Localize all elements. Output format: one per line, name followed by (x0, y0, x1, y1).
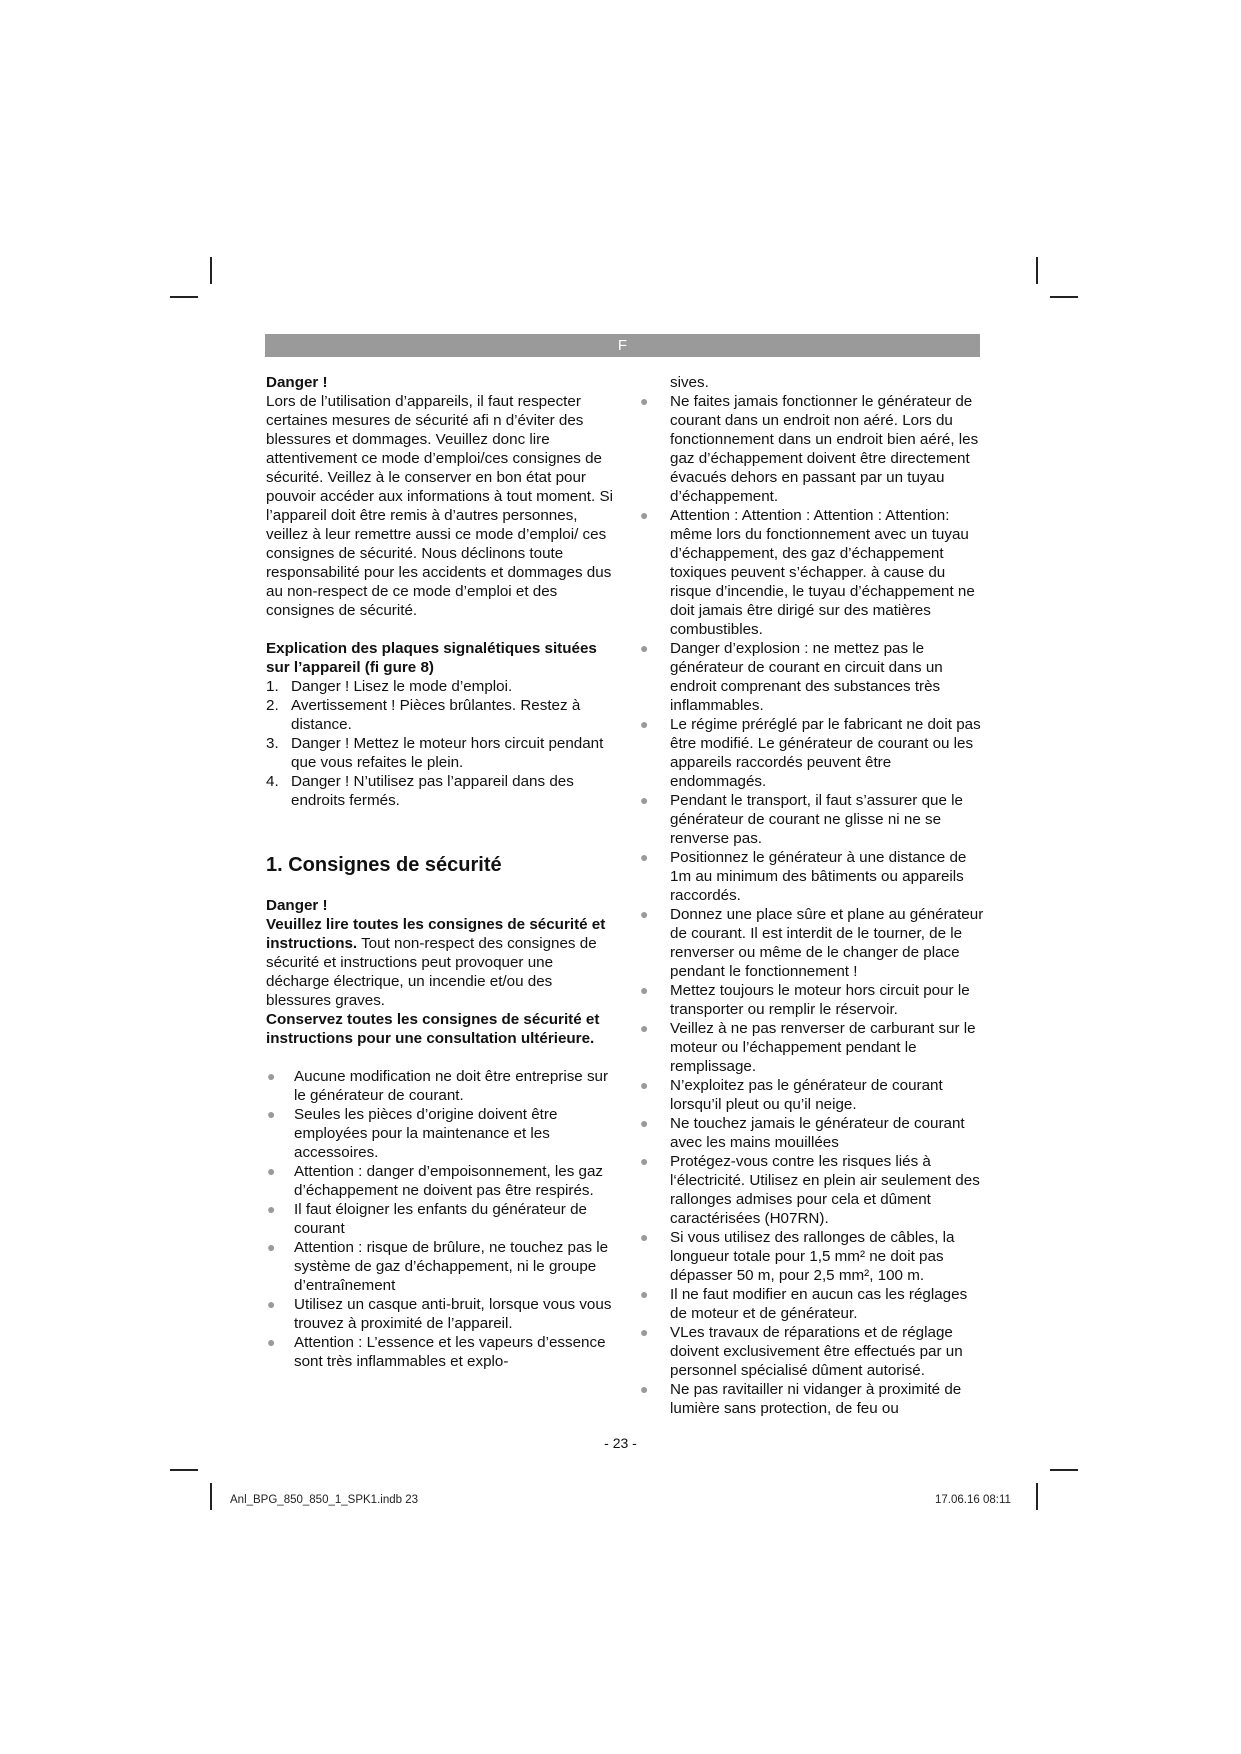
list-item: 1. Danger ! Lisez le mode d’emploi. (266, 678, 513, 695)
numbered-list (266, 677, 616, 810)
footer-datetime: 17.06.16 08:11 (935, 1494, 1011, 1506)
list-item: 2. Avertissement ! Pièces brûlantes. Restez à distance. (266, 697, 581, 733)
crop-mark (210, 257, 212, 284)
left-column (266, 373, 616, 1371)
bullet-icon: ● (640, 1115, 649, 1131)
list-item: ● Ne touchez jamais le générateur de courant avec les mains mouillées (640, 1115, 965, 1151)
bullet-icon: ● (640, 1324, 649, 1340)
bullet-icon: ● (640, 507, 649, 523)
bullet-icon: ● (267, 1201, 276, 1217)
language-letter: F (617, 337, 628, 354)
bullet-icon: ● (640, 1286, 649, 1302)
list-item: ● VLes travaux de réparations et de réglage doivent exclusivement être effectués par un personnel spécialisé dûment autorisé. (640, 1324, 963, 1379)
list-item: ● Le régime préréglé par le fabricant ne doit pas être modifié. Le générateur de courant ou les appareils raccordés peuvent être endommagés. (640, 716, 981, 790)
language-header-bar (265, 334, 980, 357)
bullet-icon: ● (640, 849, 649, 865)
list-item: ● Si vous utilisez des rallonges de câbles, la longueur totale pour 1,5 mm² ne doit pas dépasser 50 m, pour 2,5 mm², 100 m. (640, 1229, 955, 1284)
list-item: ● Attention : danger d’empoisonnement, les gaz d’échappement ne doivent pas être respirés. (267, 1163, 604, 1199)
right-column (640, 373, 985, 1418)
bullet-icon: ● (640, 982, 649, 998)
bullet-icon: ● (640, 640, 649, 656)
bullet-icon: ● (640, 716, 649, 732)
list-item: ● Protégez-vous contre les risques liés à l‘électricité. Utilisez en plein air seulement des rallonges admises pour cela et dûment caractérisées (H07RN). (640, 1153, 980, 1227)
list-item: 4. Danger ! N’utilisez pas l’appareil dans des endroits fermés. (266, 773, 574, 809)
list-item: ● Attention : risque de brûlure, ne touchez pas le système de gaz d’échappement, ni le groupe d’entraînement (267, 1239, 609, 1294)
list-item: ● Veillez à ne pas renverser de carburant sur le moteur ou l’échappement pendant le remplissage. (640, 1020, 976, 1075)
crop-mark (170, 296, 198, 298)
page-number: - 23 - (604, 1435, 637, 1451)
safety-bullet-list (266, 1067, 616, 1371)
list-item: ● Donnez une place sûre et plane au générateur de courant. Il est interdit de le tourner, de le renverser ou même de le changer de place pendant le fonctionnement ! (640, 906, 984, 980)
bullet-icon: ● (267, 1068, 276, 1084)
read-instructions-paragraph: Veuillez lire toutes les consignes de sécurité et instructions. Tout non-respect des consignes de sécurité et instructions peut provoquer une décharge électrique, un incendie et/ou des blessures graves. (266, 916, 606, 1009)
bullet-icon: ● (640, 1153, 649, 1169)
section-title: 1. Consignes de sécurité (266, 854, 502, 876)
list-item: ● Utilisez un casque anti-bruit, lorsque vous vous trouvez à proximité de l’appareil. (267, 1296, 612, 1332)
crop-mark (170, 1469, 198, 1471)
list-item: ● Danger d’explosion : ne mettez pas le générateur de courant en circuit dans un endroit comprenant des substances très inflammables. (640, 640, 943, 714)
list-item: ● Il faut éloigner les enfants du générateur de courant (267, 1201, 587, 1237)
bullet-icon: ● (267, 1163, 276, 1179)
explanation-heading: Explication des plaques signalétiques situées sur l’appareil (fi gure 8) (266, 640, 597, 676)
bullet-icon: ● (267, 1106, 276, 1122)
crop-mark (1050, 296, 1078, 298)
list-item: ● Seules les pièces d’origine doivent être employées pour la maintenance et les accessoires. (267, 1106, 558, 1161)
intro-paragraph: Lors de l’utilisation d’appareils, il faut respecter certaines mesures de sécurité afi n d’éviter des blessures et dommages. Veuillez donc lire attentivement ce mode d’emploi/ces consignes de sécurité. Veillez à le conserver en bon état pour pouvoir accéder aux informations à tout moment. Si l’appareil doit être remis à d’autres personnes, veillez à leur remettre aussi ce mode d’emploi/ ces consignes de sécurité. Nous déclinons toute responsabilité pour les accidents et dommages dus au non-respect de ce mode d’emploi et des consignes de sécurité. (266, 393, 613, 619)
list-item: ● Pendant le transport, il faut s’assurer que le générateur de courant ne glisse ni ne se renverse pas. (640, 792, 963, 847)
list-item: ● Ne faites jamais fonctionner le générateur de courant dans un endroit non aéré. Lors du fonctionnement dans un endroit bien aéré, les gaz d’échappement doivent être directement évacués dehors en passant par un tuyau d’échappement. (640, 393, 979, 505)
crop-mark (210, 1483, 212, 1510)
bullet-icon: ● (267, 1239, 276, 1255)
list-item: ● Ne pas ravitailler ni vidanger à proximité de lumière sans protection, de feu ou (640, 1381, 962, 1417)
footer-filename: Anl_BPG_850_850_1_SPK1.indb 23 (230, 1494, 418, 1506)
keep-instructions-paragraph: Conservez toutes les consignes de sécurité et instructions pour une consultation ultérieure. (266, 1011, 600, 1047)
danger-heading: Danger ! (266, 374, 328, 391)
bullet-icon: ● (640, 906, 649, 922)
bullet-icon: ● (640, 1229, 649, 1245)
crop-mark (1050, 1469, 1078, 1471)
bullet-icon: ● (267, 1296, 276, 1312)
list-item: ● Attention : Attention : Attention : Attention: même lors du fonctionnement avec un tuyau d’échappement, des gaz d’échappement toxiques peuvent s’échapper. à cause du risque d’incendie, le tuyau d’échappement ne doit jamais être dirigé sur des matières combustibles. (640, 507, 975, 638)
continuation-text: sives. (670, 374, 709, 391)
crop-mark (1036, 257, 1038, 284)
safety-bullet-list (640, 392, 985, 1418)
list-item: ● Aucune modification ne doit être entreprise sur le générateur de courant. (267, 1068, 609, 1104)
bullet-icon: ● (640, 1020, 649, 1036)
crop-mark (1036, 1483, 1038, 1510)
bullet-icon: ● (640, 1381, 649, 1397)
list-item: 3. Danger ! Mettez le moteur hors circuit pendant que vous refaites le plein. (266, 735, 604, 771)
bullet-icon: ● (640, 792, 649, 808)
list-item: ● Positionnez le générateur à une distance de 1m au minimum des bâtiments ou appareils raccordés. (640, 849, 967, 904)
danger-heading: Danger ! (266, 897, 328, 914)
list-item: ● Mettez toujours le moteur hors circuit pour le transporter ou remplir le réservoir. (640, 982, 970, 1018)
list-item: ● N’exploitez pas le générateur de courant lorsqu’il pleut ou qu’il neige. (640, 1077, 943, 1113)
bullet-icon: ● (640, 1077, 649, 1093)
bullet-icon: ● (267, 1334, 276, 1350)
list-item: ● Il ne faut modifier en aucun cas les réglages de moteur et de générateur. (640, 1286, 968, 1322)
bullet-icon: ● (640, 393, 649, 409)
list-item: ● Attention : L’essence et les vapeurs d’essence sont très inflammables et explo- (267, 1334, 606, 1370)
